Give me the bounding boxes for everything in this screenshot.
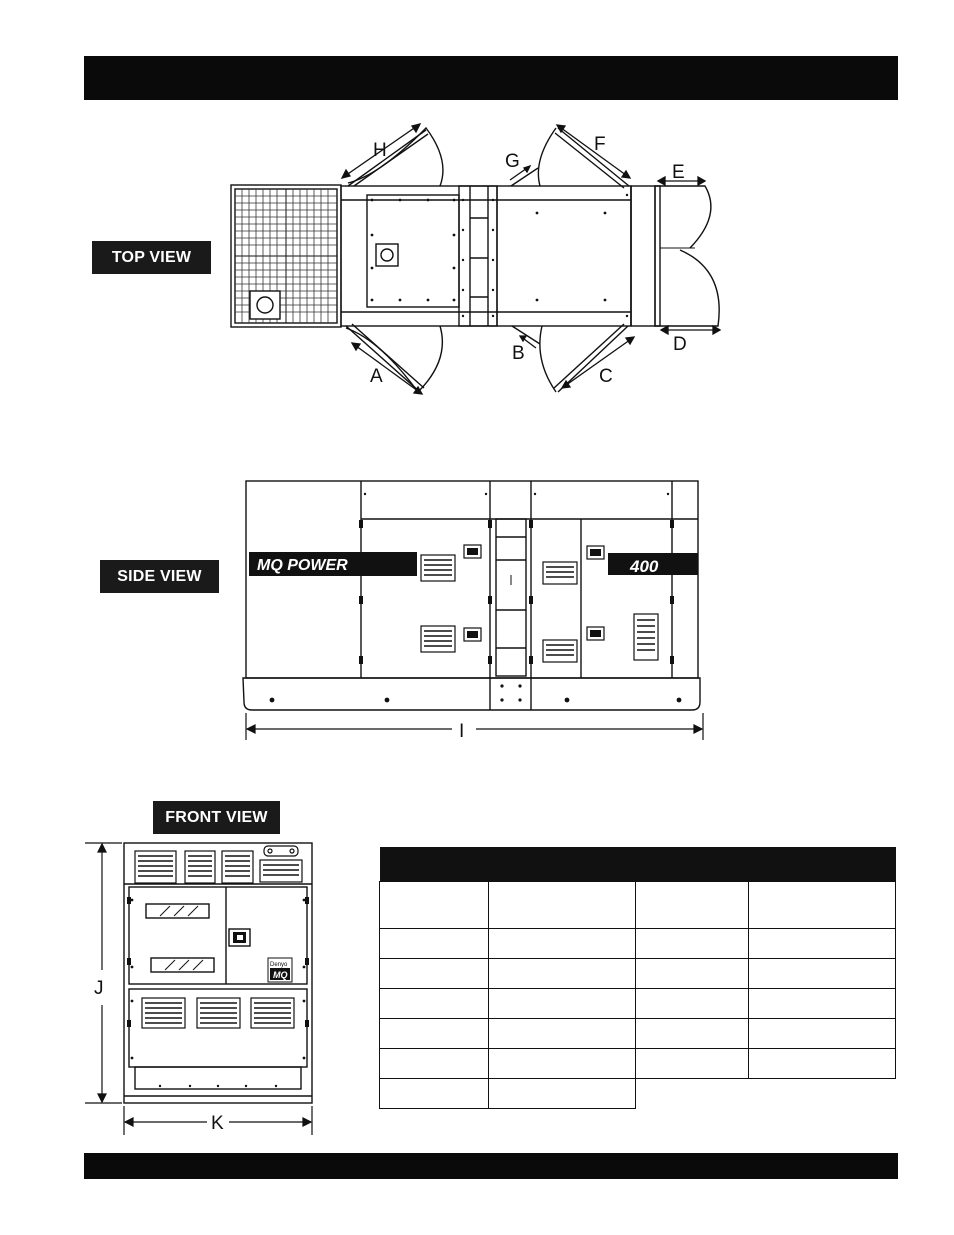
- footer-bar: [84, 1153, 898, 1179]
- dim-label-g: G: [505, 151, 520, 172]
- denyo-badge: [268, 958, 292, 982]
- dim-label-i: I: [459, 721, 465, 742]
- dim-label-j: J: [94, 978, 104, 999]
- dim-label-e: E: [672, 162, 685, 183]
- table-header: [380, 847, 896, 882]
- model-plate: [608, 553, 698, 576]
- table-row: [380, 1079, 896, 1109]
- dim-label-h: H: [373, 140, 387, 161]
- model-number: 400: [630, 557, 659, 576]
- dim-label-a: A: [370, 366, 383, 387]
- table-row: [380, 929, 896, 959]
- top-view-drawing: [0, 0, 954, 420]
- dim-label-c: C: [599, 366, 613, 387]
- lifting-eye-icon: [264, 846, 298, 856]
- table-row: [380, 989, 896, 1019]
- front-view-label: FRONT VIEW: [153, 801, 280, 834]
- front-louvre-icon: [135, 851, 302, 1028]
- logo-text: MQ POWER: [257, 557, 348, 574]
- dim-label-k: K: [211, 1113, 224, 1134]
- front-view-drawing: [80, 835, 330, 1140]
- badge-line1: Denyo: [270, 962, 288, 968]
- dimension-table: [379, 847, 896, 1109]
- dim-label-b: B: [512, 343, 525, 364]
- badge-line2: MQ: [273, 970, 288, 980]
- side-view-drawing: [0, 460, 954, 750]
- table-row: [380, 1019, 896, 1049]
- door-handle-icon: [464, 545, 604, 641]
- table-row: [380, 959, 896, 989]
- dim-label-f: F: [594, 134, 606, 155]
- mq-power-logo: [249, 552, 417, 576]
- side-view-label: SIDE VIEW: [100, 560, 219, 593]
- dim-label-d: D: [673, 334, 687, 355]
- top-view-label: TOP VIEW: [92, 241, 211, 274]
- table-row: [380, 1049, 896, 1079]
- table-row: [380, 882, 896, 929]
